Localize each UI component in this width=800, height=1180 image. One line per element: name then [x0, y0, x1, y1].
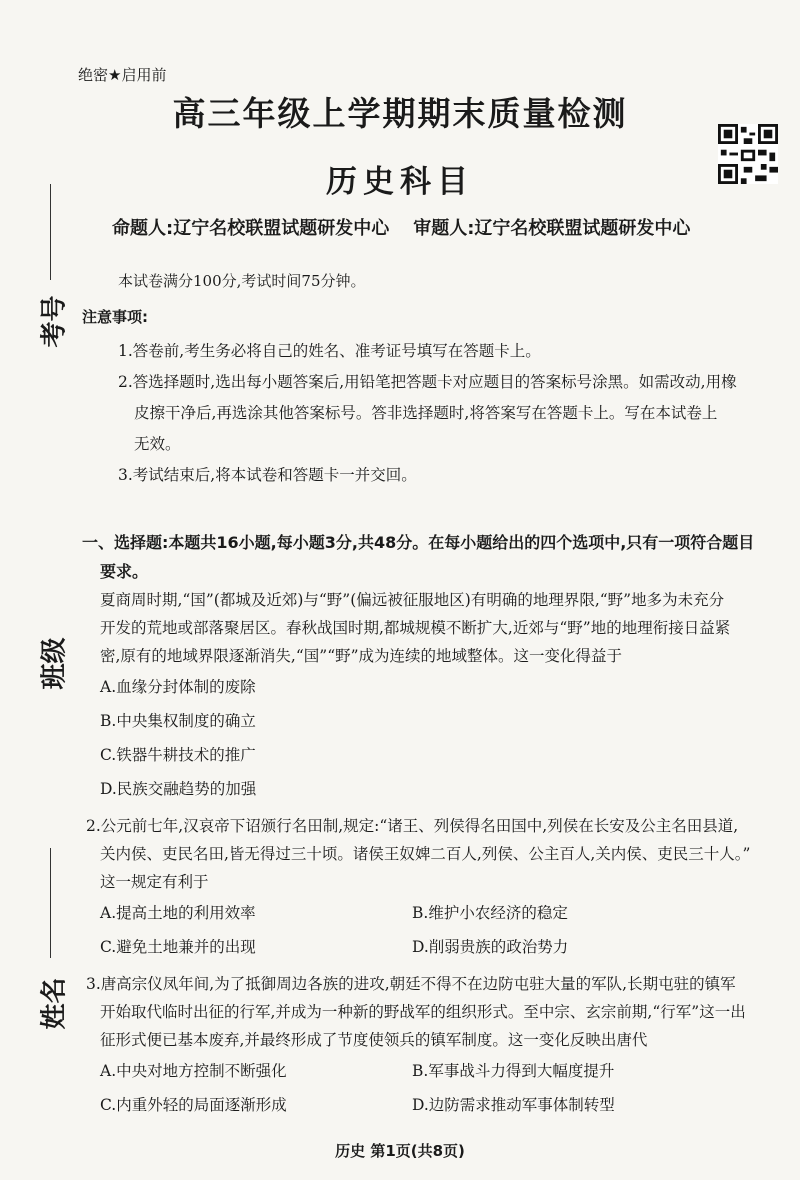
question-stem-line: 夏商周时期,“国”(都城及近郊)与“野”(偏远被征服地区)有明确的地理界限,“野”地多为未充分 — [100, 591, 725, 609]
author-line — [112, 214, 690, 240]
option-d: D.削弱贵族的政治势力 — [412, 938, 569, 956]
option-c: C.避免土地兼并的出现 — [100, 938, 256, 956]
notice-heading: 注意事项: — [82, 308, 148, 326]
option-c: C.铁器牛耕技术的推广 — [100, 746, 256, 764]
question-stem-line: 3.唐高宗仪凤年间,为了抵御周边各族的进攻,朝廷不得不在边防屯驻大量的军队,长期屯驻的镇军 — [86, 975, 736, 993]
exam-no-label: 考号 — [39, 295, 70, 348]
class-label: 班级 — [39, 637, 70, 690]
option-d: D.边防需求推动军事体制转型 — [412, 1096, 615, 1114]
notice-item: 3.考试结束后,将本试卷和答题卡一并交回。 — [118, 466, 417, 484]
score-time-text: 本试卷满分100分,考试时间75分钟。 — [118, 272, 366, 290]
option-b: B.维护小农经济的稳定 — [412, 904, 568, 922]
question-stem-line: 密,原有的地域界限逐渐消失,“国”“野”成为连续的地域整体。这一变化得益于 — [100, 647, 623, 665]
option-d: D.民族交融趋势的加强 — [100, 780, 257, 798]
exam-title: 高三年级上学期期末质量检测 — [172, 94, 628, 133]
question-1 — [100, 586, 790, 806]
option-c: C.内重外轻的局面逐渐形成 — [100, 1096, 287, 1114]
name-label: 姓名 — [39, 977, 70, 1030]
exam-no-line — [50, 184, 51, 280]
question-stem-line: 2.公元前七年,汉哀帝下诏颁行名田制,规定:“诸王、列侯得名田国中,列侯在长安及公主名田县道, — [86, 817, 739, 835]
section-line: 要求。 — [100, 562, 149, 581]
confidential-label: 绝密★启用前 — [78, 66, 167, 84]
notice-list — [118, 336, 788, 491]
section-line: 一、选择题:本题共16小题,每小题3分,共48分。在每小题给出的四个选项中,只有一项符合题目 — [82, 533, 755, 552]
option-a: A.提高土地的利用效率 — [100, 904, 256, 922]
option-a: A.血缘分封体制的废除 — [100, 678, 256, 696]
setter-label: 命题人:辽宁名校联盟试题研发中心 — [112, 218, 390, 239]
notice-item: 无效。 — [134, 435, 181, 453]
notice-item: 皮擦干净后,再选涂其他答案标号。答非选择题时,将答案写在答题卡上。写在本试卷上 — [134, 404, 718, 422]
question-stem-line: 开始取代临时出征的行军,并成为一种新的野战军的组织形式。至中宗、玄宗前期,“行军”这一出 — [100, 1003, 746, 1021]
notice-item: 2.答选择题时,选出每小题答案后,用铅笔把答题卡对应题目的答案标号涂黑。如需改动,用橡 — [118, 373, 737, 391]
question-3 — [86, 970, 796, 1122]
reviewer-label: 审题人:辽宁名校联盟试题研发中心 — [413, 218, 691, 239]
question-stem-line: 征形式便已基本废弃,并最终形成了节度使领兵的镇军制度。这一变化反映出唐代 — [100, 1031, 648, 1049]
section-heading — [82, 528, 782, 586]
question-stem-line: 开发的荒地或部落聚居区。春秋战国时期,都城规模不断扩大,近郊与“野”地的地理衔接日益紧 — [100, 619, 731, 637]
subject-title: 历史科目 — [326, 164, 474, 200]
question-stem-line: 这一规定有利于 — [100, 873, 209, 891]
option-b: B.军事战斗力得到大幅度提升 — [412, 1062, 615, 1080]
notice-item: 1.答卷前,考生务必将自己的姓名、准考证号填写在答题卡上。 — [118, 342, 541, 360]
option-a: A.中央对地方控制不断强化 — [100, 1062, 287, 1080]
option-b: B.中央集权制度的确立 — [100, 712, 256, 730]
page-footer: 历史 第1页(共8页) — [335, 1142, 465, 1160]
question-stem-line: 关内侯、吏民名田,皆无得过三十顷。诸侯王奴婢二百人,列侯、公主百人,关内侯、吏民三十人。” — [100, 845, 751, 863]
name-line — [50, 848, 51, 958]
question-2 — [86, 812, 796, 964]
